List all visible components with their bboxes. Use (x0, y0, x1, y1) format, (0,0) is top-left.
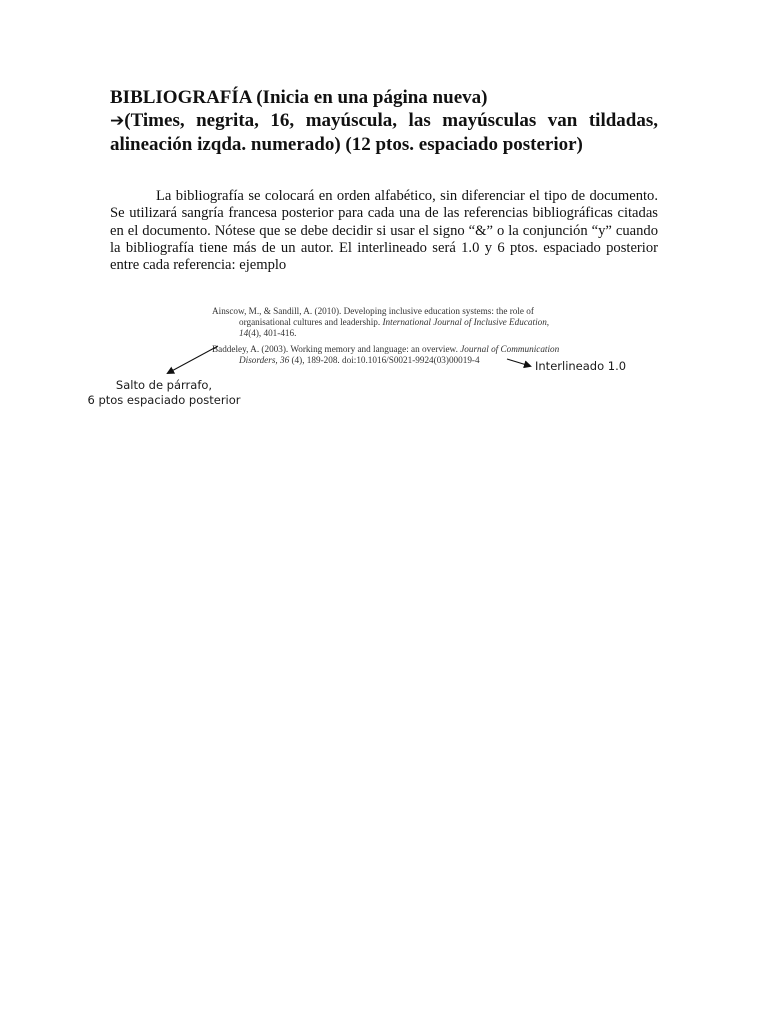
line-spacing-annotation: Interlineado 1.0 (535, 359, 627, 373)
bibliography-title: BIBLIOGRAFÍA (Inicia en una página nueva) (110, 87, 488, 108)
heading-spec-text: (Times, negrita, 16, mayúscula, las mayúsculas van tildadas, alineación izqda. numerado) (12 ptos. espaciado posterior) (110, 110, 658, 155)
body-paragraph: La bibliografía se colocará en orden alfabético, sin diferenciar el tipo de documento. Se utilizará sangría francesa posterior para cada una de las referencias bibliográficas citadas en el documento. Nótese que se debe decidir si usar el signo “&” o la conjunción “y” cuando la bibliografía tiene más de un autor. El interlineado será 1.0 y 6 ptos. espaciado posterior entre cada referencia: ejemplo (110, 188, 658, 274)
paragraph-break-annotation: Salto de párrafo, 6 ptos espaciado posterior (87, 378, 241, 407)
reference-item: Ainscow, M., & Sandill, A. (2010). Developing inclusive education systems: the role of organisational cultures and leadership. International Journal of Inclusive Education, 14(4), 401-416. (212, 306, 550, 338)
right-arrow-icon: ➔ (110, 111, 125, 131)
reference-item: Baddeley, A. (2003). Working memory and language: an overview. Journal of Communication Disorders, 36 (4), 189-208. doi:10.1016/S0021-9924(03)00019-4 (212, 344, 560, 365)
reference-example (212, 306, 562, 371)
heading-spec (110, 109, 658, 157)
paragraph-break-arrow (168, 346, 218, 373)
